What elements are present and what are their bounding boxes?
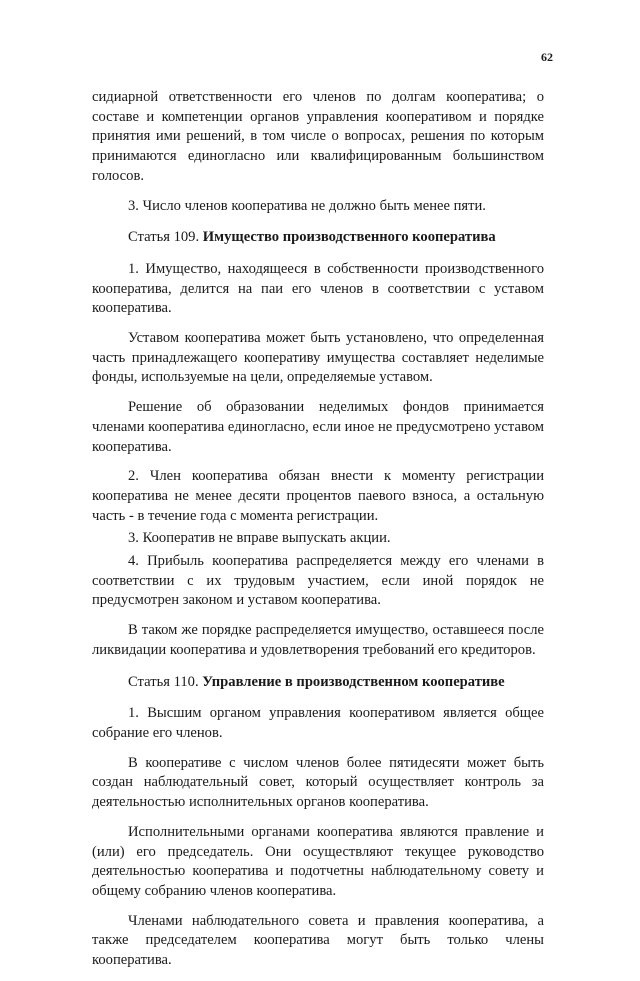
article-number: Статья 110. bbox=[128, 673, 203, 690]
paragraph: Решение об образовании неделимых фондов принимается членами кооператива единогласно, если иное не предусмотрено уставом кооператива. bbox=[92, 399, 544, 455]
paragraph: сидиарной ответственности его членов по долгам кооператива; о составе и компетенции органов управления кооперативом и порядке принятия ими решений, в том числе о вопросах, решения по которым принимаются единогласно или квалифицированным большинством голосов. bbox=[92, 89, 544, 184]
article-number: Статья 109. bbox=[128, 229, 203, 246]
page-number: 62 bbox=[541, 50, 553, 64]
article-title: Имущество производственного кооператива bbox=[202, 229, 496, 246]
paragraph: В таком же порядке распределяется имущество, оставшееся после ликвидации кооператива и удовлетворения требований его кредиторов. bbox=[92, 622, 544, 658]
paragraph: 1. Высшим органом управления кооперативом является общее собрание его членов. bbox=[92, 705, 544, 741]
paragraph: В кооперативе с числом членов более пятидесяти может быть создан наблюдательный совет, который осуществляет контроль за деятельностью исполнительных органов кооператива. bbox=[92, 754, 544, 811]
paragraph: 4. Прибыль кооператива распределяется между его членами в соответствии с их трудовым участием, если иной порядок не предусмотрен законом и уставом кооператива. bbox=[92, 553, 544, 609]
paragraph: 3. Число членов кооператива не должно быть менее пяти. bbox=[128, 197, 486, 214]
article-title: Управление в производственном кооперативе bbox=[202, 673, 505, 690]
paragraph: Уставом кооператива может быть установлено, что определенная часть принадлежащего кооперативу имущества составляет неделимые фонды, используемые на цели, определяемые уставом. bbox=[92, 330, 544, 386]
article-heading bbox=[92, 228, 544, 248]
document-body bbox=[92, 88, 544, 981]
paragraph: 2. Член кооператива обязан внести к моменту регистрации кооператива не менее десяти процентов паевого взноса, а остальную часть - в течение года с момента регистрации. bbox=[92, 468, 544, 524]
paragraph: Исполнительными органами кооператива являются правление и (или) его председатель. Они осуществляют текущее руководство деятельностью кооператива и подотчетны наблюдательному совету и общему собранию членов кооператива. bbox=[92, 823, 544, 899]
article-heading bbox=[92, 673, 544, 693]
paragraph: 3. Кооператив не вправе выпускать акции. bbox=[128, 530, 391, 547]
paragraph: 1. Имущество, находящееся в собственности производственного кооператива, делится на паи его членов в соответствии с уставом кооператива. bbox=[92, 260, 544, 317]
paragraph: Членами наблюдательного совета и правления кооператива, а также председателем кооператива могут быть только члены кооператива. bbox=[92, 912, 544, 969]
